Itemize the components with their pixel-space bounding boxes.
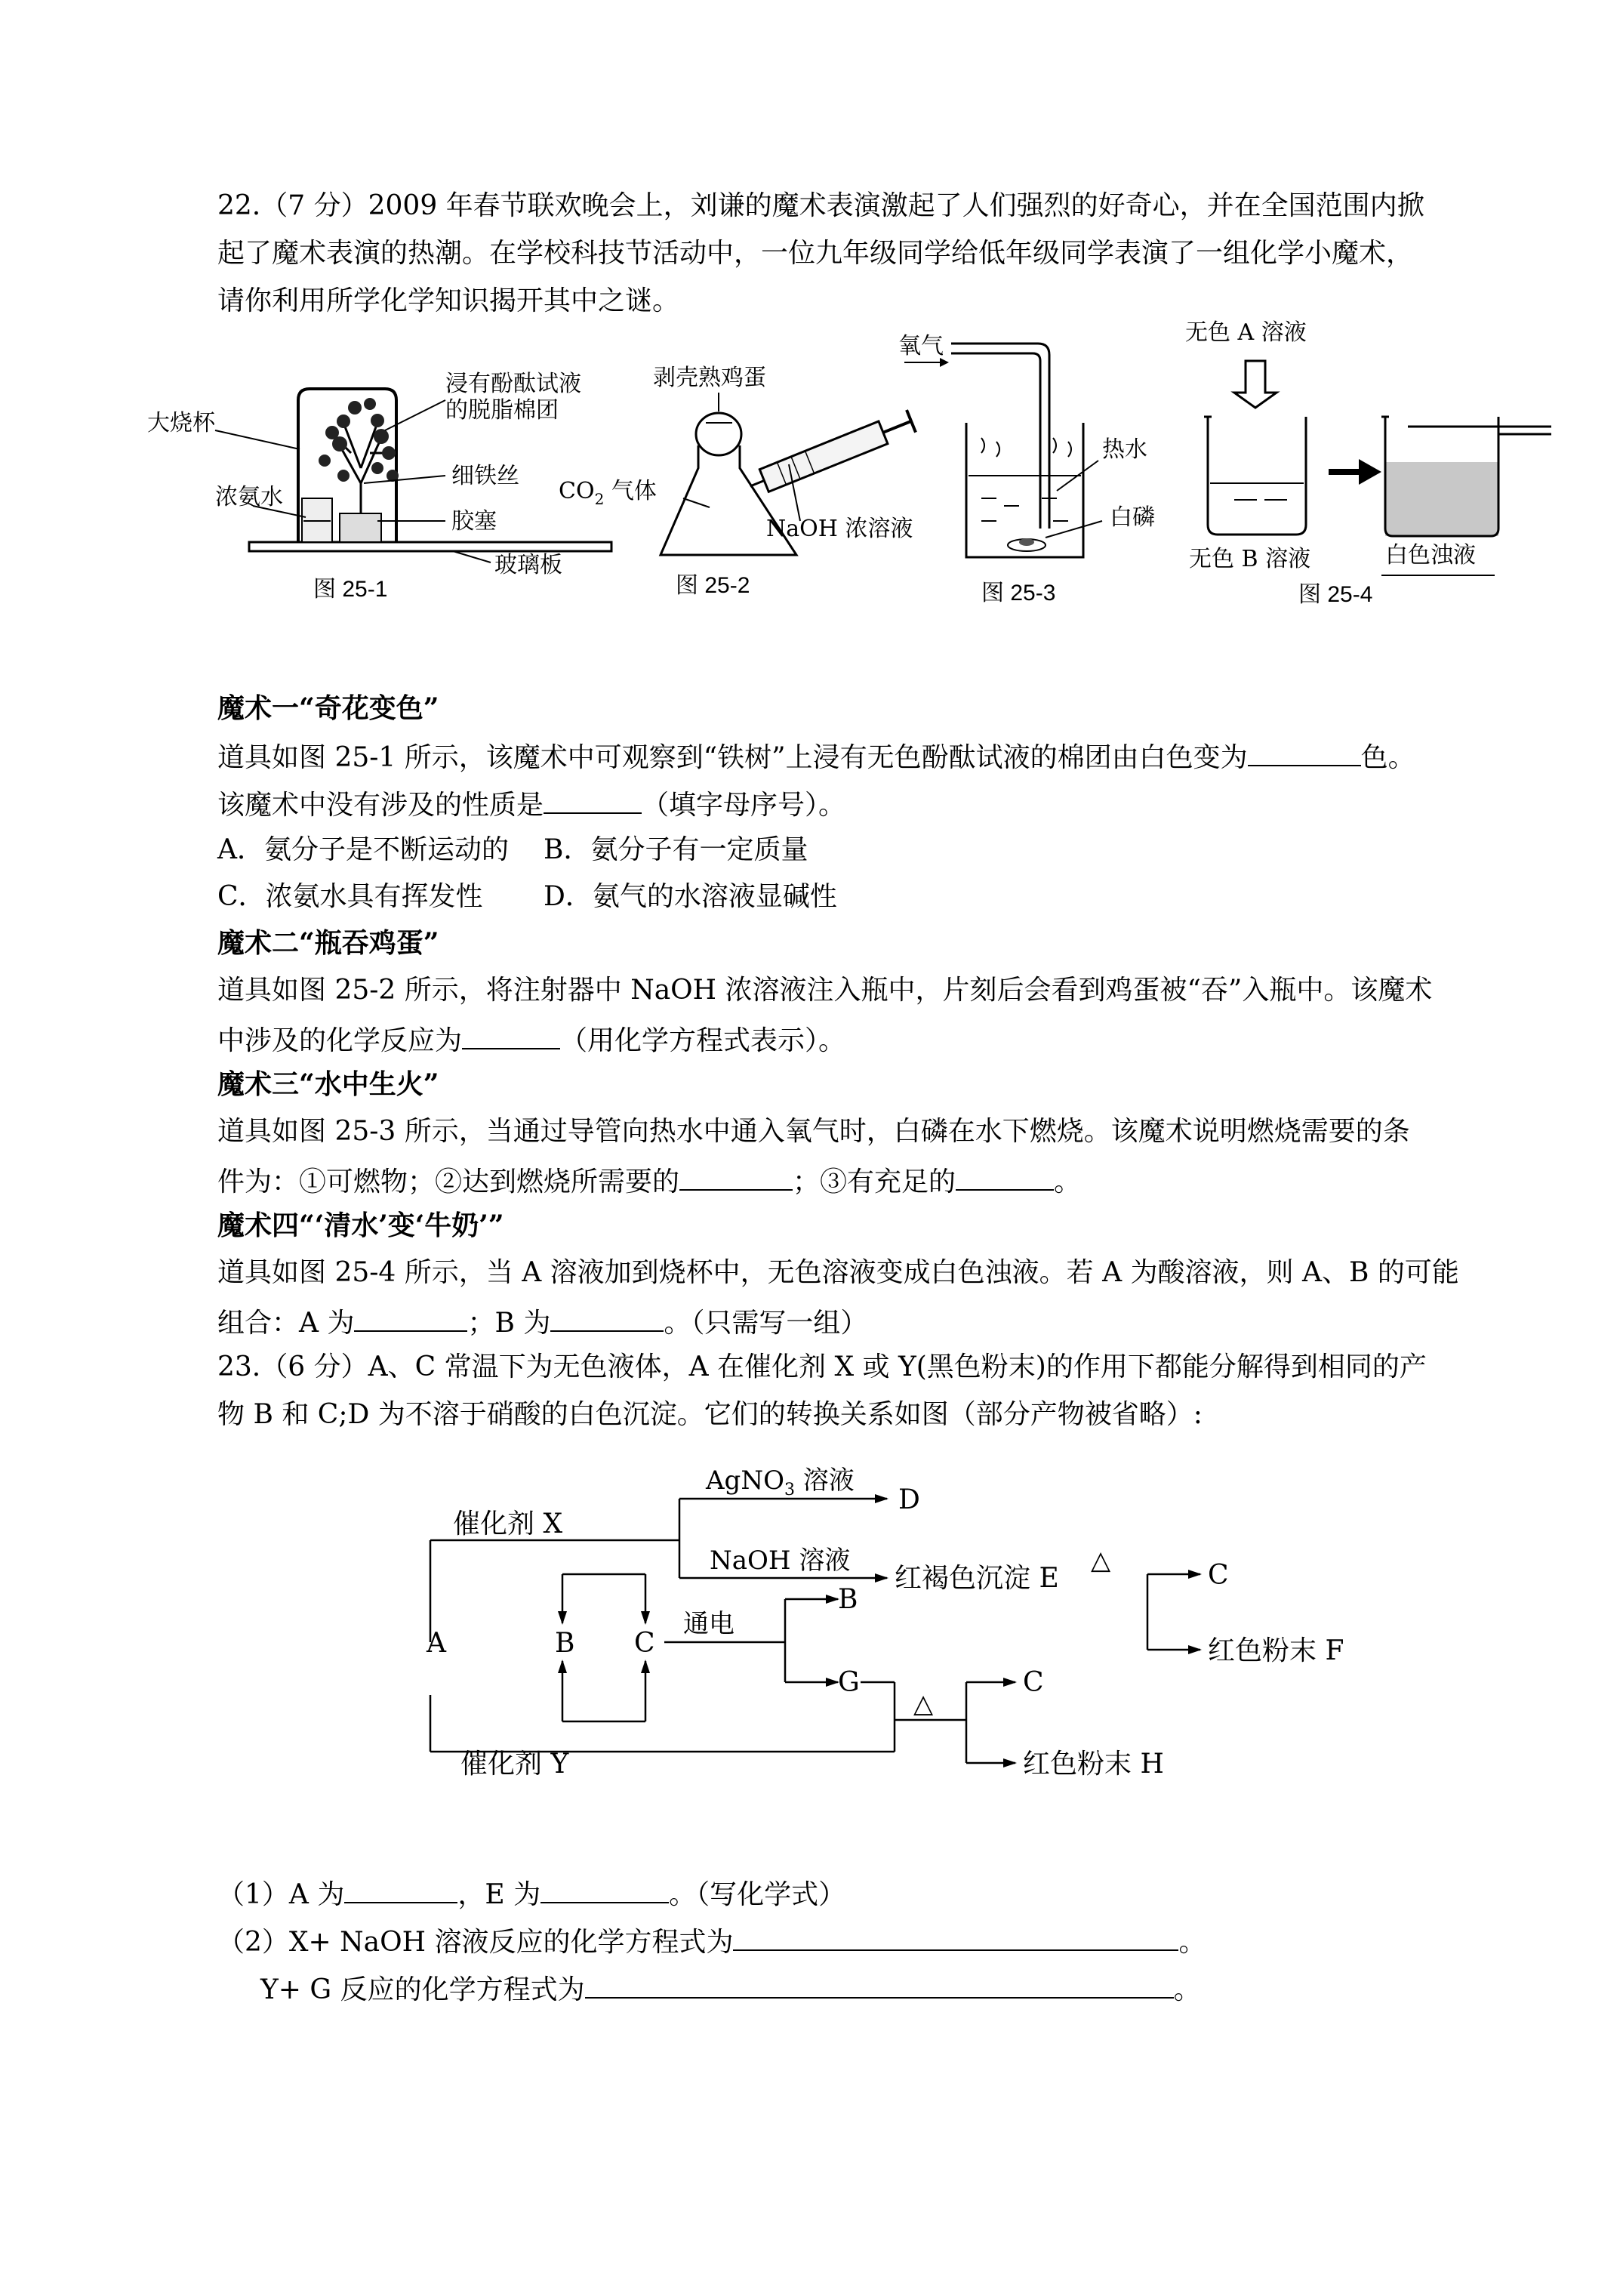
magic-4-text-2a: 组合：A 为 bbox=[217, 1308, 355, 1339]
magic-1-option-a: A．氨分子是不断运动的 bbox=[217, 834, 509, 865]
q23-sub-3a: Y+ G 反应的化学方程式为 bbox=[260, 1974, 585, 2005]
node-b-2: B bbox=[838, 1584, 858, 1615]
label-solution-a: 无色 A 溶液 bbox=[1185, 319, 1307, 346]
q22-line-3: 请你利用所学化学知识揭开其中之谜。 bbox=[217, 285, 680, 316]
answer-blank-equation-1[interactable] bbox=[462, 1021, 560, 1049]
answer-blank-a[interactable] bbox=[354, 1303, 467, 1332]
magic-4-line-2 bbox=[217, 1303, 867, 1341]
magic-1-text-2a: 该魔术中没有涉及的性质是 bbox=[217, 790, 544, 821]
magic-4-line-1: 道具如图 25-4 所示，当 A 溶液加到烧杯中，无色溶液变成白色浊液。若 A 为酸溶液，则 A、B 的可能 bbox=[217, 1257, 1459, 1288]
label-co2: CO bbox=[559, 478, 595, 504]
label-catalyst-y: 催化剂 Y bbox=[460, 1749, 569, 1780]
figure-25-4 bbox=[1185, 319, 1551, 607]
magic-3-text-2c: 。 bbox=[1054, 1166, 1082, 1197]
answer-blank-e-formula[interactable] bbox=[540, 1875, 669, 1903]
label-co2-tail: 气体 bbox=[604, 478, 657, 504]
label-cotton-1: 浸有酚酞试液 bbox=[445, 371, 581, 397]
q23-sub-2a: （2）X+ NaOH 溶液反应的化学方程式为 bbox=[217, 1927, 734, 1958]
answer-blank-a-formula[interactable] bbox=[344, 1875, 457, 1903]
magic-1-text-2b: （填字母序号）。 bbox=[642, 790, 846, 821]
figure-25-1 bbox=[147, 371, 611, 602]
figure-25-3 bbox=[898, 333, 1155, 606]
magic-3-line-2 bbox=[217, 1162, 1081, 1200]
magic-4-text-2c: 。（只需写一组） bbox=[664, 1308, 868, 1339]
magic-2-text-2a: 中涉及的化学反应为 bbox=[217, 1025, 463, 1056]
q23-sub-1 bbox=[217, 1875, 845, 1912]
magic-1-text-1b: 色。 bbox=[1360, 742, 1415, 773]
magic-3-title: 魔术三“水中生火” bbox=[217, 1068, 439, 1100]
node-a: A bbox=[427, 1628, 446, 1659]
magic-2-text-2b: （用化学方程式表示）。 bbox=[560, 1025, 846, 1056]
q22-line-1: 22.（7 分）2009 年春节联欢晚会上，刘谦的魔术表演激起了人们强烈的好奇心，并在全国范围内掀 bbox=[217, 190, 1424, 221]
magic-4-title: 魔术四“‘清水’变‘牛奶’” bbox=[217, 1210, 504, 1241]
label-hot-water: 热水 bbox=[1102, 436, 1147, 463]
label-co2-sub: 2 bbox=[594, 490, 605, 508]
label-oxygen: 氧气 bbox=[898, 333, 944, 359]
node-g: G bbox=[838, 1667, 860, 1698]
node-c-1: C bbox=[1208, 1560, 1229, 1591]
node-c-3: C bbox=[1023, 1667, 1044, 1698]
answer-blank-y-g[interactable] bbox=[585, 1970, 1174, 1999]
label-catalyst-x: 催化剂 X bbox=[453, 1509, 563, 1539]
node-e: 红褐色沉淀 E bbox=[895, 1563, 1059, 1594]
label-agno3-tail: 溶液 bbox=[794, 1465, 855, 1496]
q23-sub-2b: 。 bbox=[1178, 1927, 1206, 1958]
q22-line-2: 起了魔术表演的热潮。在学校科技节活动中，一位九年级同学给低年级同学表演了一组化学小魔术， bbox=[217, 238, 1414, 269]
magic-1-option-d: D．氨气的水溶液显碱性 bbox=[544, 881, 837, 912]
label-co2-gas bbox=[559, 478, 657, 508]
label-electrolysis: 通电 bbox=[683, 1609, 735, 1639]
magic-1-line-2 bbox=[217, 785, 845, 823]
caption-25-1: 图 25-1 bbox=[313, 577, 388, 602]
q23-sub-1a: （1）A 为 bbox=[217, 1879, 345, 1910]
q22-figures bbox=[0, 302, 1623, 642]
magic-1-text-1a: 道具如图 25-1 所示，该魔术中可观察到“铁树”上浸有无色酚酞试液的棉团由白色变为 bbox=[217, 742, 1248, 773]
q23-sub-1c: 。（写化学式） bbox=[669, 1879, 846, 1910]
magic-4-text-2b: ；B 为 bbox=[467, 1308, 551, 1339]
label-heat-2: △ bbox=[913, 1689, 934, 1719]
label-ammonia: 浓氨水 bbox=[215, 484, 283, 510]
node-b: B bbox=[555, 1628, 575, 1659]
magic-1-title: 魔术一“奇花变色” bbox=[217, 692, 439, 724]
q23-flow-diagram bbox=[0, 1435, 1623, 1812]
q23-sub-2 bbox=[217, 1922, 1206, 1960]
answer-blank-x-naoh[interactable] bbox=[733, 1922, 1178, 1951]
node-d: D bbox=[898, 1484, 920, 1515]
label-wire: 细铁丝 bbox=[451, 463, 519, 489]
label-phosphorus: 白磷 bbox=[1110, 504, 1155, 531]
magic-3-text-2b: ；③有充足的 bbox=[793, 1166, 956, 1197]
answer-blank-property[interactable] bbox=[544, 785, 642, 814]
q23-sub-1b: ，E 为 bbox=[457, 1879, 541, 1910]
label-agno3: AgNO bbox=[706, 1465, 784, 1496]
label-heat-1: △ bbox=[1091, 1546, 1111, 1576]
label-stopper: 胶塞 bbox=[451, 508, 497, 535]
caption-25-2: 图 25-2 bbox=[676, 573, 750, 598]
caption-25-4: 图 25-4 bbox=[1298, 582, 1373, 607]
label-naoh-solution: NaOH 溶液 bbox=[710, 1546, 851, 1576]
node-f: 红色粉末 F bbox=[1208, 1635, 1344, 1666]
label-agno3-sub: 3 bbox=[784, 1481, 795, 1499]
magic-2-line-2 bbox=[217, 1021, 845, 1059]
label-beaker: 大烧杯 bbox=[147, 410, 215, 436]
label-cotton-2: 的脱脂棉团 bbox=[445, 397, 559, 424]
label-solution-b: 无色 B 溶液 bbox=[1189, 546, 1311, 572]
label-turbid: 白色浊液 bbox=[1385, 542, 1476, 569]
magic-3-line-1: 道具如图 25-3 所示，当通过导管向热水中通入氧气时，白磷在水下燃烧。该魔术说明燃烧需要的条 bbox=[217, 1116, 1410, 1147]
magic-2-line-1: 道具如图 25-2 所示，将注射器中 NaOH 浓溶液注入瓶中，片刻后会看到鸡蛋被“吞”入瓶中。该魔术 bbox=[217, 975, 1433, 1006]
magic-1-line-1 bbox=[217, 738, 1415, 775]
q23-sub-3b: 。 bbox=[1173, 1974, 1201, 2005]
caption-25-3: 图 25-3 bbox=[981, 581, 1056, 606]
magic-3-text-2a: 件为：①可燃物；②达到燃烧所需要的 bbox=[217, 1166, 680, 1197]
answer-blank-temperature[interactable] bbox=[679, 1162, 793, 1191]
answer-blank-oxygen[interactable] bbox=[956, 1162, 1054, 1191]
label-naoh: NaOH 浓溶液 bbox=[766, 516, 913, 542]
magic-1-option-c: C．浓氨水具有挥发性 bbox=[217, 881, 483, 912]
answer-blank-b[interactable] bbox=[550, 1303, 664, 1332]
figure-25-2 bbox=[559, 365, 916, 598]
node-c-2: C bbox=[634, 1628, 655, 1659]
label-agno3-solution bbox=[705, 1465, 855, 1499]
label-egg: 剥壳熟鸡蛋 bbox=[653, 365, 766, 391]
q23-sub-3 bbox=[260, 1970, 1201, 2008]
q23-line-1: 23.（6 分）A、C 常温下为无色液体，A 在催化剂 X 或 Y(黑色粉末)的作用下都能分解得到相同的产 bbox=[217, 1351, 1427, 1382]
label-glass: 玻璃板 bbox=[494, 552, 562, 578]
magic-2-title: 魔术二“瓶吞鸡蛋” bbox=[217, 927, 439, 959]
magic-1-option-b: B．氨分子有一定质量 bbox=[544, 834, 808, 865]
node-h: 红色粉末 H bbox=[1023, 1749, 1164, 1780]
answer-blank-color[interactable] bbox=[1248, 738, 1361, 766]
q23-line-2: 物 B 和 C;D 为不溶于硝酸的白色沉淀。它们的转换关系如图（部分产物被省略）: bbox=[217, 1399, 1203, 1430]
